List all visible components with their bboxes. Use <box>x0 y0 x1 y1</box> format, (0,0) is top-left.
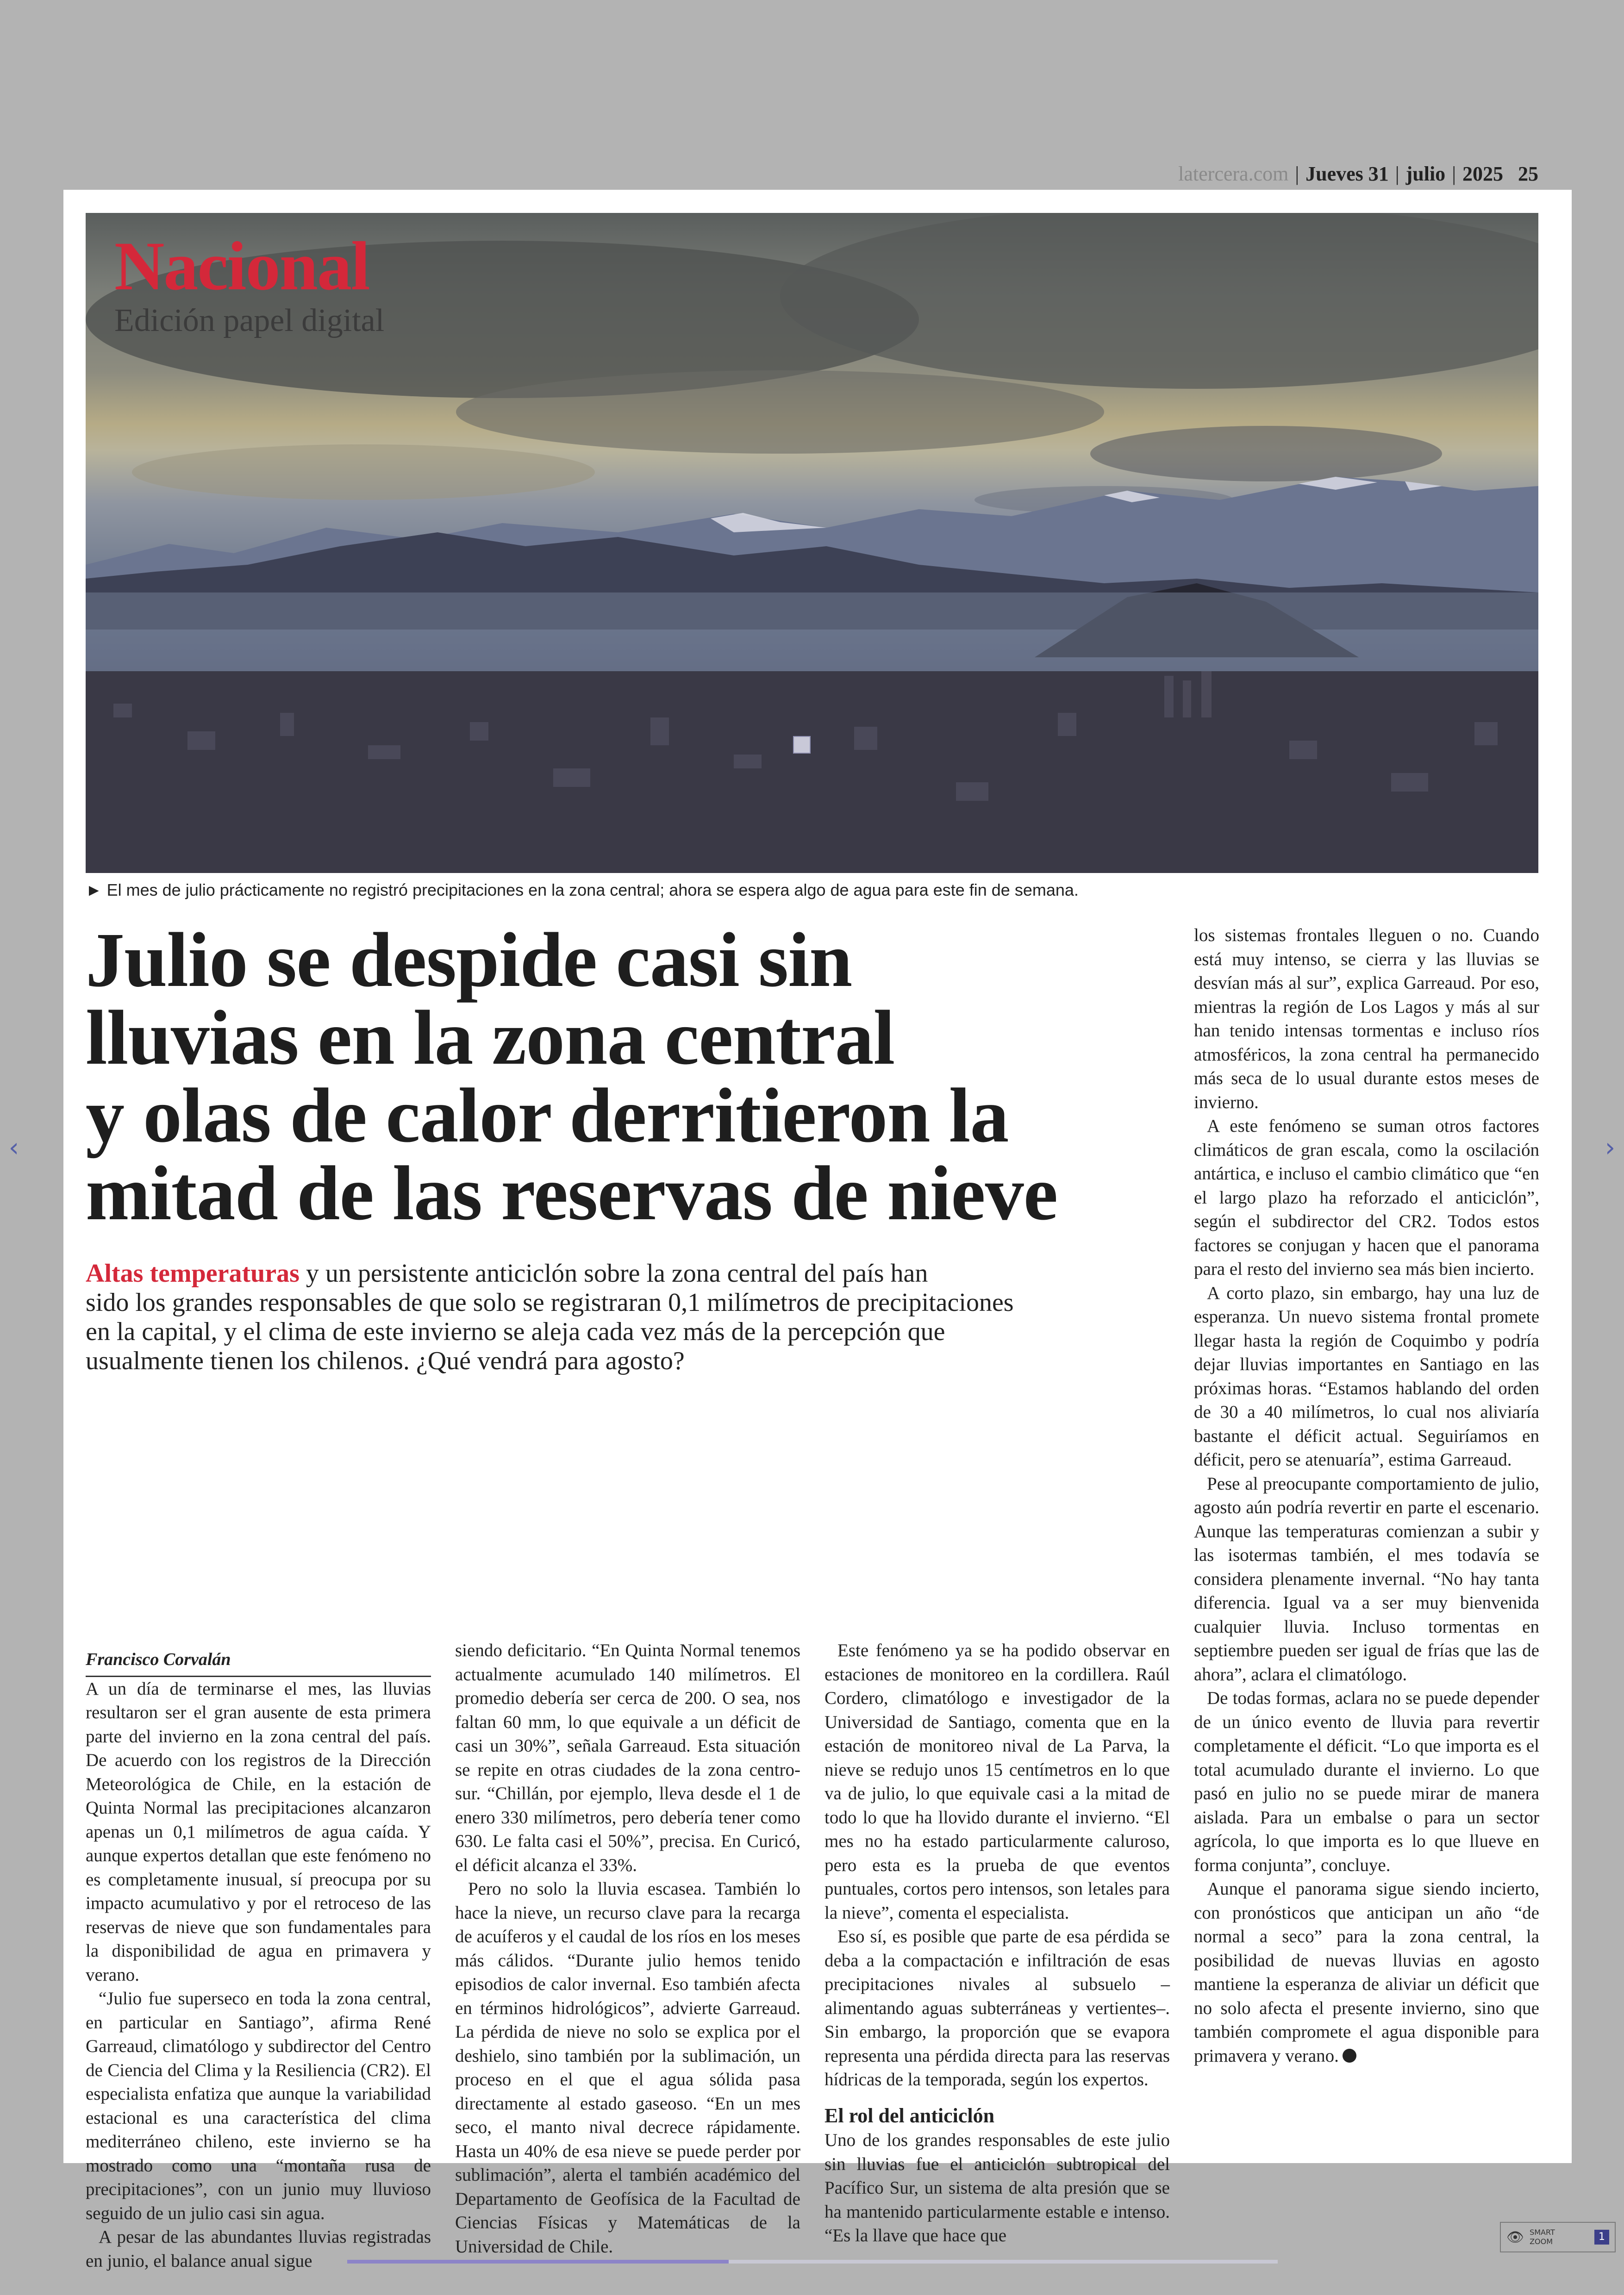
article-column-3 <box>824 1639 1170 2248</box>
photo-caption: ► El mes de julio prácticamente no registró precipitaciones en la zona central; ahora se espera algo de agua para este fin de semana. <box>86 880 1079 899</box>
smart-zoom-button[interactable]: 👁 SMART ZOOM 1 <box>1500 2222 1616 2252</box>
article-headline: Julio se despide casi sin lluvias en la zona central y olas de calor derritieron la mitad de las reservas de nieve <box>86 917 1058 1236</box>
lead-highlight: Altas temperaturas <box>86 1259 300 1288</box>
paragraph: Eso sí, es posible que parte de esa pérdida se deba a la compactación e infiltración de esas precipitaciones nivales al subsuelo –alimentando aguas subterráneas y vertientes–. Sin embargo, la proporción que se evapora representa una pérdida directa para las reservas hídricas de la temporada, según los expertos. <box>824 1927 1170 2089</box>
article-column-2 <box>455 1639 800 2258</box>
zoom-level-badge: 1 <box>1594 2230 1609 2245</box>
next-page-button[interactable] <box>1601 1129 1619 1166</box>
paragraph: De todas formas, aclara no se puede depender de un único evento de lluvia para revertir completamente el déficit. “Lo que importa es el total acumulado durante el invierno. Lo que pasó en julio no se puede mirar de manera aislada. Para un embalse o para un sector agrícola, lo que importa es lo que llueve en forma conjunta”, concluye. <box>1194 1688 1539 1875</box>
paragraph: los sistemas frontales lleguen o no. Cuando está muy intenso, se cierra y las lluvias se desvían más al sur”, explica Garreaud. Por eso, mientras la región de Los Lagos y más al sur han tenido intensas tormentas e incluso ríos atmosféricos, la zona central ha permanecido más seca de lo usual durante estos meses de invierno. <box>1194 925 1539 1112</box>
eye-icon: 👁 <box>1506 2229 1524 2245</box>
paragraph: siendo deficitario. “En Quinta Normal tenemos actualmente acumulado 140 milímetros. El promedio debería ser cerca de 200. O sea, nos faltan 60 mm, lo que equivale a un déficit de casi un 30%”, señala Garreaud. Esta situación se repite en otras ciudades de la zona centro-sur. “Chillán, por ejemplo, lleva desde el 1 de enero 330 milímetros, pero debería tener como 630. Le falta casi el 50%”, precisa. En Curicó, el déficit alcanza el 33%. <box>455 1640 800 1875</box>
section-subhead: El rol del anticiclón <box>824 2104 995 2127</box>
page-number: 25 <box>1518 162 1538 185</box>
section-title: Nacional <box>114 228 369 305</box>
article-column-1 <box>86 1648 431 2273</box>
image-marker-icon[interactable] <box>793 736 811 754</box>
page-scrubber-progress <box>347 2260 729 2264</box>
paragraph: A un día de terminarse el mes, las lluvias resultaron ser el gran ausente de esta primera parte del invierno en la zona central del país. De acuerdo con los registros de la Dirección Meteorológica de Chile, en la estación de Quinta Normal las precipitaciones alcanzaron apenas un 0,1 milímetros de agua caída. Y aunque expertos detallan que este fenómeno no es completamente inusual, sí preocupa por su impacto acumulativo y por el retroceso de las reservas de nieve que son fundamentales para la disponibilidad de agua en primavera y verano. <box>86 1678 431 1985</box>
paragraph: Este fenómeno ya se ha podido observar en estaciones de monitoreo en la cordillera. Raúl Cordero, climatólogo e investigador de la Universidad de Santiago, comenta que en la estación de monitoreo nival de La Parva, la nieve se redujo unos 15 centímetros en lo que va de julio, lo que equivale casi a la mitad de todo lo que ha llovido durante el invierno. “El mes no ha estado particularmente caluroso, pero esta es la prueba de que eventos puntuales, cortos pero intensos, son letales para la nieve”, comenta el especialista. <box>824 1640 1170 1923</box>
previous-page-button[interactable] <box>5 1129 23 1166</box>
paragraph: “Julio fue superseco en toda la zona central, en particular en Santiago”, afirma René Garreaud, climatólogo y subdirector del Centro de Ciencia del Clima y la Resiliencia (CR2). El especialista enfatiza que aunque la variabilidad estacional es una característica del clima mediterráneo chileno, este invierno se ha mostrado como una “montaña rusa de precipitaciones”, con un junio muy lluvioso seguido de un julio casi sin agua. <box>86 1989 431 2223</box>
paragraph: Pero no solo la lluvia escasea. También lo hace la nieve, un recurso clave para la recarga de acuíferos y el caudal de los ríos en los meses más cálidos. “Durante julio hemos tenido episodios de calor invernal. Eso también afecta en términos hidrológicos”, advierte Garreaud. La pérdida de nieve no solo se explica por el deshielo, sino también por la sublimación, un proceso en el que el agua sólida pasa directamente al estado gaseoso. “En un mes seco, el manto nival decrece rápidamente. Hasta un 40% de esa nieve se puede perder por sublimación”, alerta el también académico del Departamento de Geofísica de la Facultad de Ciencias Físicas y Matemáticas de la Universidad de Chile. <box>455 1879 800 2257</box>
byline: Francisco Corvalán <box>86 1648 431 1677</box>
paragraph: A corto plazo, sin embargo, hay una luz de esperanza. Un nuevo sistema frontal promete llegar hasta la región de Coquimbo y podría dejar lluvias importantes en Santiago en las próximas horas. “Estamos hablando del orden de 30 a 40 milímetros, lo cual nos aliviaría bastante el déficit actual. Seguiríamos en déficit, pero se atenuaría”, estima Garreaud. <box>1194 1283 1539 1470</box>
issue-month: julio <box>1405 162 1446 185</box>
article-lead: Altas temperaturas y un persistente anticiclón sobre la zona central del país han sido los grandes responsables de que solo se registraran 0,1 milímetros de precipitaciones en la capital, y el clima de este invierno se aleja cada vez más de la percepción que usualmente tienen los chilenos. ¿Qué vendrá para agosto? <box>86 1259 1014 1375</box>
issue-year: 2025 <box>1462 162 1503 185</box>
lead-photo[interactable] <box>86 213 1538 873</box>
paragraph: A este fenómeno se suman otros factores climáticos de gran escala, como la oscilación antártica, e incluso el cambio climático que “en el largo plazo ha reforzado el anticiclón”, según el subdirector del CR2. Todos estos factores se conjugan y hacen que el panorama para el resto del invierno sea más bien incierto. <box>1194 1116 1539 1279</box>
paragraph: Uno de los grandes responsables de este julio sin lluvias fue el anticiclón subtropical del Pacífico Sur, un sistema de alta presión que se ha mantenido particularmente estable e intenso. “Es la llave que hace que <box>824 2130 1170 2245</box>
paragraph: Pese al preocupante comportamiento de julio, agosto aún podría revertir en parte el escenario. Aunque las temperaturas comienzan a subir y las isotermas también, el mes todavía se considera plenamente invernal. “No hay tanta diferencia. Igual va a ser muy bienvenida cualquier lluvia. Incluso tormentas en septiembre pueden ser igual de frías que las de ahora”, aclara el climatólogo. <box>1194 1473 1539 1684</box>
paragraph: A pesar de las abundantes lluvias registradas en junio, el balance anual sigue <box>86 2227 431 2271</box>
edition-label: Edición papel digital <box>114 303 385 338</box>
end-mark-icon <box>1343 2049 1356 2063</box>
caption-arrow-icon: ► <box>86 880 102 899</box>
article-column-4 <box>1194 923 1539 2068</box>
page-folio: latercera.com | Jueves 31 | julio | 2025 25 <box>1178 162 1538 185</box>
chevron-right-icon: › <box>1605 1133 1616 1163</box>
paragraph: Aunque el panorama sigue siendo incierto, con pronósticos que anticipan un año “de normal a seco” para la zona central, la posibilidad de nuevas lluvias en agosto mantiene la esperanza de aliviar un déficit que no solo afecta el presente invierno, sino que también compromete el agua disponible para primavera y verano. <box>1194 1879 1539 2066</box>
issue-day: Jueves 31 <box>1305 162 1389 185</box>
site-name: latercera.com <box>1178 162 1289 185</box>
section-brand <box>114 228 385 338</box>
chevron-left-icon: ‹ <box>8 1133 19 1163</box>
